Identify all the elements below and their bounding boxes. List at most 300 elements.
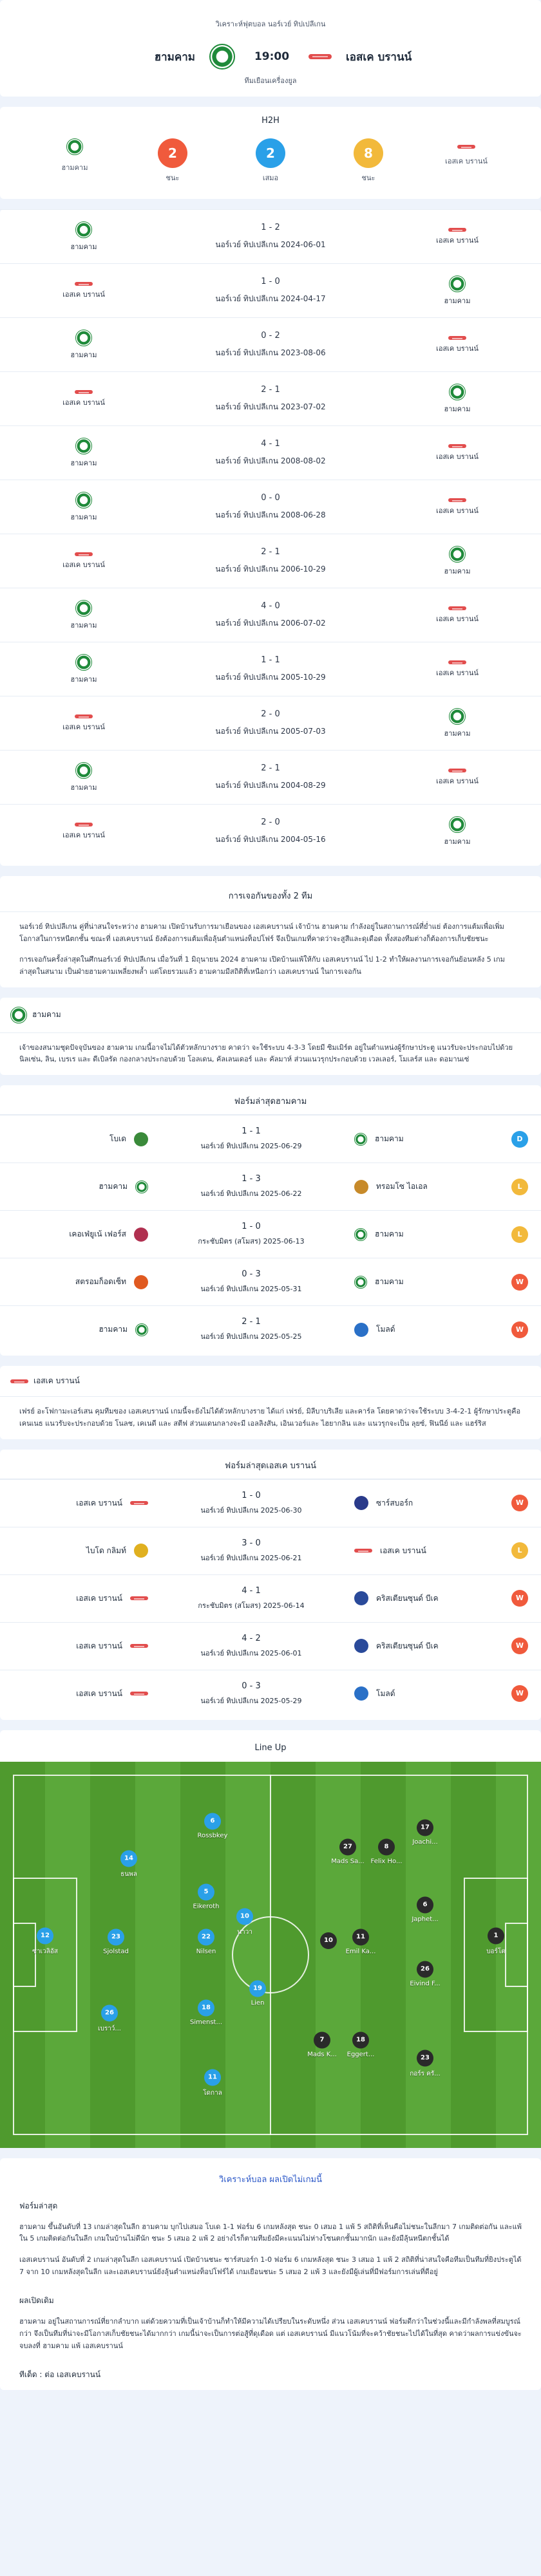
home-crest-icon [75, 438, 92, 454]
home-player[interactable] [235, 1980, 280, 2006]
form-match-row[interactable] [0, 1479, 541, 1527]
losses-label: ชนะ [361, 174, 375, 182]
form-match-info [148, 1317, 354, 1342]
form-right-team [354, 1180, 489, 1194]
losses-count: 8 [354, 138, 383, 168]
form-left-team [13, 1640, 148, 1652]
player-number: 14 [120, 1850, 137, 1867]
away-logo-icon [448, 606, 466, 610]
club-logo-icon [134, 1132, 148, 1146]
form-left-team [13, 1275, 148, 1289]
kickoff-time: 19:00 [254, 50, 290, 63]
match-competition-date: กระชับมิตร (สโมสร) 2025-06-13 [198, 1237, 305, 1246]
h2h-match-row[interactable] [0, 480, 541, 534]
match-score: 1 - 0 [261, 276, 280, 286]
result-badge: D [511, 1131, 528, 1148]
form-left-name: ฮามคาม [99, 1182, 128, 1191]
h2h-right-team-name: ฮามคาม [444, 404, 471, 413]
form-left-team [13, 1592, 148, 1605]
away-form-section [0, 1450, 541, 1720]
home-player[interactable] [93, 1928, 138, 1955]
match-competition-date: นอร์เวย์ ทิปเปลีเกน 2008-06-28 [215, 510, 326, 519]
away-logo-icon [448, 498, 466, 502]
h2h-left-team [19, 600, 148, 631]
form-left-team [13, 1227, 148, 1242]
match-competition-date: นอร์เวย์ ทิปเปลีเกน 2006-10-29 [215, 564, 326, 574]
away-logo-icon [75, 390, 93, 394]
form-match-row[interactable] [0, 1670, 541, 1717]
home-info-text: เจ้าของสนามชุดปัจจุบันของ ฮามคาม เกมนี้อาจไม่ได้ตัวหลักบางราย คาดว่า จะใช้ระบบ 4-3-3 โดยมี ซิมเมิร์ต อยู่ในตำแหน่งผู้รักษาประตู แนวรับจะประกอบไปด้วย นิลเซ่น, ลิน, เบรเร และ ดีเบิลรัด กองกลางประกอบด้วย โอลเดน, คัลเลนเดอร์ และ คัลมาห์ ส่วนแนวรุกประกอบด้วย เวลเลอร์, โมเลร์ส และ ดอมานเซ่ [19, 1043, 513, 1064]
h2h-right-team [393, 660, 522, 678]
match-header [0, 0, 541, 97]
meeting-section [0, 876, 541, 987]
away-player[interactable] [403, 2049, 448, 2078]
player-name: Lien [251, 1999, 265, 2006]
h2h-right-team [393, 444, 522, 462]
match-competition-date: นอร์เวย์ ทิปเปลีเกน 2025-05-25 [200, 1332, 302, 1341]
home-info-name: ฮามคาม [32, 1010, 61, 1020]
form-right-name: คริสเตียนซุนด์ บีเค [376, 1641, 439, 1650]
h2h-match-info [148, 223, 393, 251]
match-competition-date: นอร์เวย์ ทิปเปลีเกน 2004-08-29 [215, 780, 326, 790]
home-player[interactable] [190, 1813, 235, 1839]
form-left-name: เคอเฟ่ยูเน้ เฟอร์ส [69, 1229, 126, 1239]
result-badge: L [511, 1179, 528, 1195]
form-match-info [148, 1269, 354, 1294]
h2h-left-team [19, 221, 148, 252]
away-logo-icon [75, 552, 93, 556]
analysis-tip: ทีเด็ด : ต่อ เอสเคบรานน์ [19, 2370, 101, 2380]
match-competition-date: นอร์เวย์ ทิปเปลีเกน 2025-05-29 [200, 1696, 302, 1705]
wins-label: ชนะ [166, 174, 180, 182]
player-number: 7 [314, 2031, 330, 2048]
match-score: 4 - 1 [261, 438, 280, 449]
player-number: 22 [198, 1928, 214, 1945]
result-badge: W [511, 1638, 528, 1654]
match-score: 3 - 0 [242, 1538, 261, 1548]
player-name: Eivind F... [410, 1980, 441, 1987]
away-info-text: เฟรย์ อะโฟกามะเอร์เสน คุมทีมของ เอสเคบรานน์ เกมนี้จะยังไม่ได้ตัวหลักบางราย ได้แก่ เฟรย์, มิลีบาบริเลีย และคาร์ล โดยคาดว่าจะใช้ระบบ 3-4-2-1 ผู้รักษาประตูคือ เคนเนธ แนวรับจะประกอบด้วย โนลช, เคเนดี และ สตีฟ ส่วนแดนกลางจะมี เอลลิงสัน, เอินเวอร์และ ไฮยากลิน และ แนวรุกจะเป็น ลุยซ์, ฟินนีย์ และ แฮร์ริส [19, 1407, 521, 1428]
home-crest-icon [449, 816, 466, 833]
home-crest-icon [449, 546, 466, 563]
club-logo-icon [354, 1686, 368, 1701]
match-score: 1 - 0 [242, 1490, 261, 1500]
match-score: 1 - 0 [242, 1222, 261, 1232]
venue-text: ทีมเยือนเครื่องยูล [244, 77, 297, 85]
home-info-section [0, 998, 541, 1075]
meeting-paragraph-2: การเจอกันครั้งล่าสุดในศึกนอร์เวย์ ทิปเปลีเกน เมื่อวันที่ 1 มิถุนายน 2024 ฮามคาม เปิดบ้านแพ้ให้กับ เอสเคบรานน์ ไป 1-2 ทำให้ผลงานการเจอกันย้อนหลัง 5 เกมล่าสุดในสนาม เป็นฝ่ายฮามคามเพลี่ยงพล้ำ แต่โดยรวมแล้ว ฮามคามมีสถิติที่เหนือกว่า เอสเคบรานน์ ในการเจอกัน [19, 955, 505, 976]
club-logo-icon [354, 1496, 368, 1510]
form-right-team [354, 1276, 489, 1289]
away-info-section [0, 1366, 541, 1439]
match-score: 2 - 0 [261, 817, 280, 827]
form-right-name: ซาร์สบอร์ก [376, 1498, 413, 1507]
h2h-right-team-name: เอสเค บรานน์ [436, 776, 479, 785]
club-logo-icon [134, 1275, 148, 1289]
form-right-team [354, 1639, 489, 1653]
h2h-left-team-name: เอสเค บรานน์ [62, 290, 105, 299]
match-competition-date: นอร์เวย์ ทิปเปลีเกน 2025-05-31 [200, 1285, 302, 1294]
player-name: Eikeroth [193, 1903, 220, 1910]
h2h-left-team-name: ฮามคาม [70, 242, 97, 251]
match-score: 1 - 2 [261, 222, 280, 232]
away-player[interactable] [306, 1932, 351, 1952]
home-info-tag [0, 998, 541, 1033]
match-competition-date: นอร์เวย์ ทิปเปลีเกน 2024-06-01 [215, 239, 326, 249]
h2h-right-team [393, 546, 522, 577]
h2h-left-team-name: เอสเค บรานน์ [62, 830, 105, 839]
meeting-title: การเจอกันของทั้ง 2 ทีม [0, 876, 541, 912]
h2h-right-team-name: เอสเค บรานน์ [436, 344, 479, 353]
home-player[interactable] [184, 1883, 229, 1910]
h2h-right-team [393, 336, 522, 354]
match-score: 0 - 3 [242, 1681, 261, 1691]
match-competition-date: นอร์เวย์ ทิปเปลีเกน 2025-06-21 [200, 1553, 302, 1562]
h2h-match-row[interactable] [0, 642, 541, 696]
h2h-left-team-name: ฮามคาม [70, 350, 97, 359]
h2h-left-team [19, 552, 148, 570]
h2h-match-row[interactable] [0, 425, 541, 480]
h2h-right-team-name: ฮามคาม [444, 296, 471, 305]
h2h-left-team [19, 330, 148, 360]
home-crest-icon [75, 600, 92, 617]
result-badge: L [511, 1226, 528, 1243]
home-player[interactable] [106, 1850, 151, 1879]
form-left-name: โบเด [109, 1134, 126, 1144]
match-score: 4 - 1 [242, 1585, 261, 1596]
form-result [489, 1638, 528, 1654]
away-logo-icon [448, 444, 466, 448]
home-crest-icon [75, 654, 92, 671]
form-result [489, 1542, 528, 1559]
form-match-row[interactable] [0, 1305, 541, 1353]
home-crest-icon [449, 384, 466, 400]
h2h-match-info [148, 601, 393, 630]
h2h-right-team [393, 606, 522, 624]
match-teams [19, 44, 522, 70]
match-competition-date: นอร์เวย์ ทิปเปลีเกน 2025-06-01 [200, 1648, 302, 1657]
form-left-name: ฮามคาม [99, 1325, 128, 1334]
player-number: 10 [236, 1908, 253, 1925]
match-score: 2 - 1 [261, 763, 280, 773]
match-score: 2 - 0 [261, 709, 280, 719]
h2h-right-team-name: ฮามคาม [444, 566, 471, 575]
match-score: 0 - 0 [261, 492, 280, 503]
form-left-name: เอสเค บรานน์ [76, 1498, 122, 1507]
match-competition-date: นอร์เวย์ ทิปเปลีเกน 2025-06-30 [200, 1506, 302, 1515]
form-result [489, 1179, 528, 1195]
away-player[interactable] [299, 2031, 345, 2058]
player-name: กอร์ร ครั... [410, 2070, 441, 2077]
h2h-match-row[interactable] [0, 696, 541, 750]
away-form-title: ฟอร์มล่าสุดเอสเค บรานน์ [0, 1450, 541, 1479]
h2h-match-row[interactable] [0, 588, 541, 642]
form-match-row[interactable] [0, 1210, 541, 1258]
match-competition-date: นอร์เวย์ ทิปเปลีเกน 2005-10-29 [215, 672, 326, 682]
h2h-match-info [148, 385, 393, 413]
player-number: 6 [417, 1896, 433, 1913]
home-player[interactable] [87, 2004, 132, 2033]
h2h-right-team-name: ฮามคาม [444, 837, 471, 846]
match-competition-date: นอร์เวย์ ทิปเปลีเกน 2005-07-03 [215, 726, 326, 736]
form-match-info [148, 1586, 354, 1611]
match-competition-date: นอร์เวย์ ทิปเปลีเกน 2023-08-06 [215, 348, 326, 357]
form-result [489, 1685, 528, 1702]
home-player[interactable] [23, 1927, 68, 1956]
away-player[interactable] [473, 1927, 518, 1956]
player-name: Rossbkey [197, 1832, 228, 1839]
form-right-name: โมลด์ [376, 1325, 395, 1334]
analysis-section [0, 2158, 541, 2391]
away-logo-icon [448, 769, 466, 772]
away-logo-icon [308, 54, 332, 59]
wins-count: 2 [158, 138, 187, 168]
h2h-right-team-name: เอสเค บรานน์ [436, 668, 479, 677]
h2h-left-team-name: ฮามคาม [70, 512, 97, 521]
form-match-info [148, 1174, 354, 1199]
away-player[interactable] [403, 1896, 448, 1923]
away-logo-icon [75, 282, 93, 286]
player-name: Simenst... [189, 2019, 223, 2026]
h2h-left-team [19, 823, 148, 841]
player-number: 18 [198, 1999, 214, 2016]
h2h-right-team-name: เอสเค บรานน์ [436, 452, 479, 461]
form-left-team [13, 1497, 148, 1509]
match-score: 0 - 2 [261, 330, 280, 341]
h2h-match-list [0, 209, 541, 866]
h2h-match-info [148, 763, 393, 792]
form-left-team [13, 1323, 148, 1336]
form-right-name: โมลด์ [376, 1688, 395, 1698]
player-name: นาวา [237, 1928, 252, 1936]
h2h-draws [238, 138, 303, 183]
player-name: Felix Ho... [370, 1858, 403, 1865]
match-competition-date: นอร์เวย์ ทิปเปลีเกน 2025-06-29 [200, 1142, 302, 1151]
player-name: Nilsen [196, 1948, 216, 1955]
h2h-right-team-name: เอสเค บรานน์ [436, 506, 479, 515]
form-right-team [354, 1591, 489, 1605]
away-player[interactable] [364, 1838, 409, 1865]
player-name: ซาเวลิอัส [32, 1948, 58, 1955]
home-crest-icon [449, 275, 466, 292]
result-badge: W [511, 1495, 528, 1511]
form-right-name: คริสเตียนซุนด์ บีเค [376, 1593, 439, 1603]
player-number: 26 [101, 2004, 118, 2021]
form-left-team [13, 1544, 148, 1558]
player-number: 18 [352, 2031, 369, 2048]
h2h-match-info [148, 547, 393, 575]
h2h-left-team [19, 282, 148, 300]
analysis-paragraph-1: ฮามคาม ขึ้นอันดับที่ 13 เกมล่าสุดในลีก ฮามคาม บุกไปเสมอ โบเด 1-1 ฟอร์ม 6 เกมหลังสุด ชนะ 0 เสมอ 1 แพ้ 5 สถิติที่เห็นคือไม่ชนะในลีกมา 7 เกมติดต่อกัน และแพ้ใน 5 เกมติดต่อกันในลีก เกมในบ้านไม่ดีนัก ชนะ 5 เสมอ 2 แพ้ 2 อย่างไรก็ตามทีมยังมีคะแนนไม่ห่างโซนตกชั้นมากนัก และยังมีลุ้นหนีตกชั้นได้ [19, 2222, 522, 2243]
result-badge: W [511, 1321, 528, 1338]
away-logo-icon [130, 1596, 148, 1600]
h2h-match-info [148, 439, 393, 467]
form-match-row[interactable] [0, 1574, 541, 1622]
form-right-name: ทรอมโซ ไอเอล [376, 1182, 428, 1191]
h2h-summary [0, 126, 541, 199]
club-logo-icon [134, 1227, 148, 1242]
h2h-left-team-name: เอสเค บรานน์ [62, 560, 105, 569]
form-right-name: ฮามคาม [375, 1277, 404, 1287]
h2h-left-team-name: เอสเค บรานน์ [62, 398, 105, 407]
away-logo-icon [75, 714, 93, 718]
h2h-match-row[interactable] [0, 317, 541, 371]
analysis-paragraph-3: ฮามคาม อยู่ในสถานการณ์ที่ยากลำบาก แต่ด้วยความที่เป็นเจ้าบ้านก็ทำให้มีความได้เปรียบในระดับหนึ่ง ส่วน เอสเคบรานน์ ฟอร์มดีกว่าในช่วงนี้และมีกำลังพลที่สมบูรณ์กว่า จึงเป็นทีมที่น่าจะมีโอกาสเก็บชัยชนะได้มากกว่า เกมนี้น่าจะเป็นการต่อสู้ที่ดุเดือด แต่ เอสเคบรานน์ มีแนวโน้มที่จะคว้าชัยชนะไปได้ในที่สุด คาดว่าผลการแข่งขันจะจบลงที่ ฮามคาม แพ้ เอสเคบรานน์ [19, 2317, 522, 2350]
away-player[interactable] [403, 1819, 448, 1845]
h2h-match-info [148, 709, 393, 738]
analysis-title: วิเคราะห์บอล ผลเปิดไม่เกมนี้ [218, 2174, 323, 2185]
home-crest-icon [75, 762, 92, 779]
player-number: 26 [417, 1961, 433, 1977]
h2h-right-team-name: ฮามคาม [444, 729, 471, 738]
h2h-losses [336, 138, 401, 183]
h2h-left-team-name: ฮามคาม [70, 621, 97, 630]
player-name: Mads K... [307, 2051, 337, 2058]
away-player[interactable] [338, 2031, 383, 2058]
h2h-left-team-name: ฮามคาม [70, 783, 97, 792]
h2h-home-name: ฮามคาม [61, 163, 88, 172]
away-logo-icon [130, 1501, 148, 1505]
h2h-home [43, 138, 107, 173]
away-team-name[interactable]: เอสเค บรานน์ [346, 50, 412, 64]
h2h-left-team-name: เอสเค บรานน์ [62, 722, 105, 731]
result-badge: W [511, 1274, 528, 1291]
form-match-row[interactable] [0, 1115, 541, 1162]
form-match-row[interactable] [0, 1258, 541, 1305]
match-competition-date: กระชับมิตร (สโมสร) 2025-06-14 [198, 1601, 305, 1610]
form-result [489, 1274, 528, 1291]
player-number: 10 [320, 1932, 337, 1949]
h2h-left-team [19, 714, 148, 733]
away-logo-icon [448, 228, 466, 232]
h2h-left-team [19, 390, 148, 408]
away-player[interactable] [403, 1961, 448, 1987]
player-number: 11 [352, 1928, 369, 1945]
home-player[interactable] [222, 1908, 267, 1937]
player-number: 17 [417, 1819, 433, 1836]
home-player[interactable] [190, 2069, 235, 2098]
home-player[interactable] [184, 1999, 229, 2026]
form-match-row[interactable] [0, 1162, 541, 1210]
h2h-match-row[interactable] [0, 263, 541, 317]
match-score: 1 - 1 [261, 655, 280, 665]
player-name: บอร์โต [486, 1948, 506, 1955]
draws-count: 2 [256, 138, 285, 168]
result-badge: W [511, 1590, 528, 1607]
away-info-name: เอสเค บรานน์ [33, 1376, 80, 1386]
away-logo-icon [75, 823, 93, 826]
home-team-name[interactable]: ฮามคาม [154, 50, 195, 64]
draws-label: เสมอ [262, 174, 279, 182]
form-match-info [148, 1681, 354, 1706]
h2h-match-row[interactable] [0, 750, 541, 804]
match-competition-date: นอร์เวย์ ทิปเปลีเกน 2006-07-02 [215, 618, 326, 628]
h2h-right-team-name: เอสเค บรานน์ [436, 614, 479, 623]
match-competition-date: นอร์เวย์ ทิปเปลีเกน 2024-04-17 [215, 294, 326, 303]
h2h-left-team [19, 762, 148, 793]
player-number: 8 [378, 1838, 395, 1855]
home-crest-icon [75, 330, 92, 346]
match-competition-date: นอร์เวย์ ทิปเปลีเกน 2008-08-02 [215, 456, 326, 465]
h2h-match-row[interactable] [0, 534, 541, 588]
match-competition-date: นอร์เวย์ ทิปเปลีเกน 2025-06-22 [200, 1190, 302, 1199]
player-name: เบราว์... [98, 2025, 121, 2032]
club-logo-icon [354, 1180, 368, 1194]
away-logo-icon [354, 1549, 372, 1553]
h2h-right-team [393, 816, 522, 847]
h2h-match-row[interactable] [0, 371, 541, 425]
form-result [489, 1321, 528, 1338]
h2h-left-team [19, 438, 148, 469]
player-number: 19 [249, 1980, 266, 1997]
player-name: โดกาล [203, 2089, 222, 2096]
h2h-away [434, 138, 498, 167]
away-logo-icon [457, 145, 475, 149]
form-right-name: ฮามคาม [375, 1134, 404, 1144]
h2h-right-team [393, 708, 522, 739]
form-left-name: สตรอมก็อดเซ็ท [75, 1277, 126, 1287]
match-score: 4 - 2 [242, 1633, 261, 1643]
form-left-team [13, 1688, 148, 1700]
player-number: 1 [488, 1927, 504, 1944]
h2h-match-info [148, 331, 393, 359]
player-number: 5 [198, 1883, 214, 1900]
form-right-team [354, 1686, 489, 1701]
match-score: 2 - 1 [261, 546, 280, 557]
form-match-row[interactable] [0, 1527, 541, 1574]
away-logo-icon [448, 336, 466, 340]
home-crest-icon [66, 138, 83, 155]
h2h-left-team [19, 654, 148, 685]
home-crest-icon [449, 708, 466, 725]
club-logo-icon [354, 1323, 368, 1337]
h2h-match-row[interactable] [0, 804, 541, 858]
player-name: Mads Sa... [331, 1858, 365, 1865]
h2h-right-team [393, 275, 522, 306]
home-form-section [0, 1085, 541, 1356]
form-left-name: เอสเค บรานน์ [76, 1688, 122, 1698]
home-crest-icon [75, 221, 92, 238]
away-logo-icon [130, 1644, 148, 1648]
h2h-match-info [148, 817, 393, 846]
form-left-team [13, 1132, 148, 1146]
lineup-section [0, 1730, 541, 2148]
h2h-left-team-name: ฮามคาม [70, 458, 97, 467]
home-crest-icon [354, 1133, 367, 1146]
player-name: Emil Ka... [345, 1948, 376, 1955]
player-number: 23 [417, 2049, 433, 2066]
home-crest-icon [354, 1276, 367, 1289]
home-crest-icon [75, 492, 92, 509]
analysis-heading-prediction: ผลเปิดเดิม [19, 2296, 54, 2306]
h2h-right-team-name: เอสเค บรานน์ [436, 236, 479, 245]
h2h-right-team [393, 384, 522, 415]
match-competition-date: นอร์เวย์ ทิปเปลีเกน 2004-05-16 [215, 834, 326, 844]
lineup-title: Line Up [254, 1742, 287, 1753]
form-right-name: ฮามคาม [375, 1229, 404, 1239]
form-match-row[interactable] [0, 1622, 541, 1670]
player-name: Joachi... [412, 1838, 438, 1845]
match-score: 4 - 0 [261, 601, 280, 611]
away-logo-icon [10, 1379, 28, 1383]
player-name: ธนพล [120, 1871, 137, 1878]
h2h-title: H2H [261, 116, 280, 126]
form-result [489, 1226, 528, 1243]
h2h-match-row[interactable] [0, 209, 541, 263]
result-badge: L [511, 1542, 528, 1559]
analysis-heading-form: ฟอร์มล่าสุด [19, 2201, 58, 2210]
h2h-match-info [148, 277, 393, 305]
